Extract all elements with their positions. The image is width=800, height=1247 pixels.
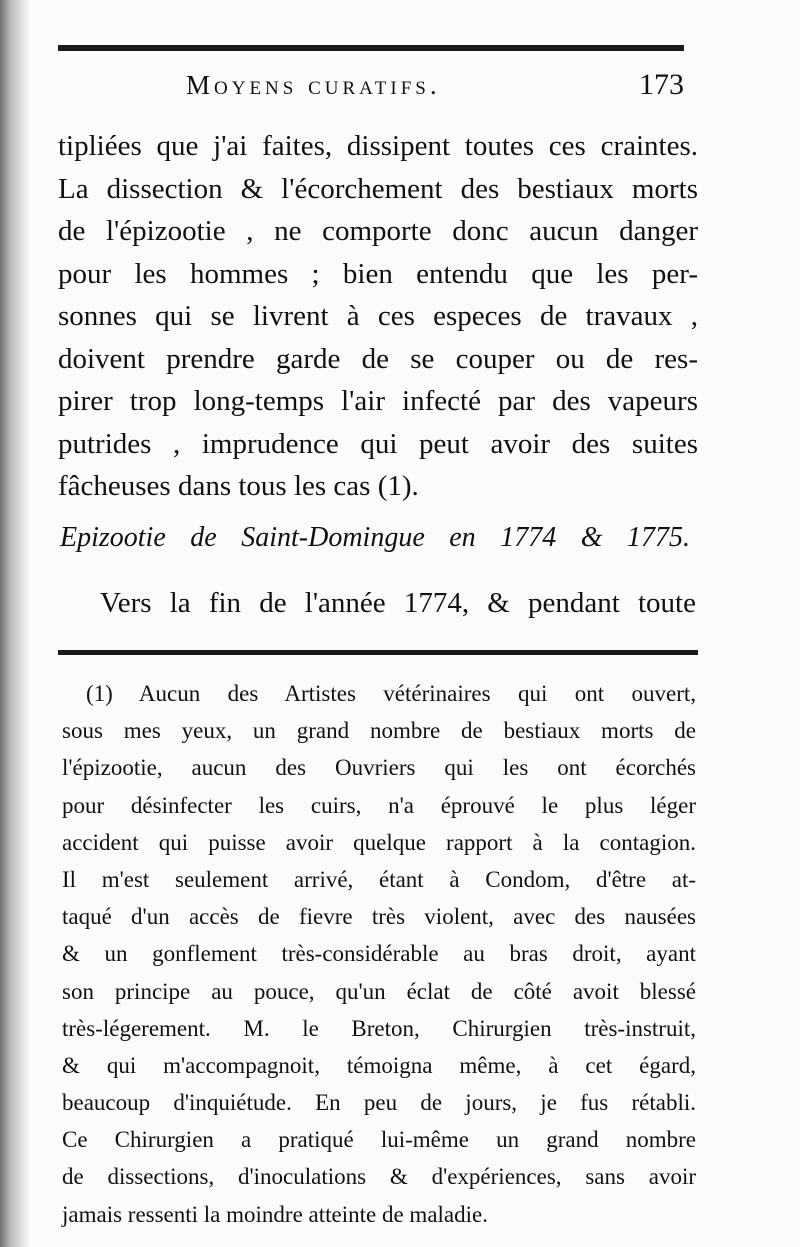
page-edge-shadow — [0, 0, 30, 1247]
footnote-line: l'épizootie, aucun des Ouvriers qui les ont écorchés — [62, 755, 696, 781]
section-heading: Epizootie de Saint-Domingue en 1774 & 1775. — [60, 522, 690, 553]
running-head — [58, 70, 684, 106]
footnote-line: pour désinfecter les cuirs, n'a éprouvé le plus léger — [62, 792, 696, 818]
text-line: tipliées que j'ai faites, dissipent toutes ces craintes. — [58, 130, 698, 162]
section-opening-line: Vers la fin de l'année 1774, & pendant toute — [100, 587, 696, 619]
footnote-rule — [58, 650, 698, 655]
footnote — [62, 675, 696, 1233]
footnote-line: sous mes yeux, un grand nombre de bestiaux morts de — [62, 718, 696, 744]
page-number: 173 — [639, 68, 684, 101]
main-text — [58, 125, 698, 508]
text-line: putrides , imprudence qui peut avoir des suites — [58, 427, 698, 460]
text-line: de l'épizootie , ne comporte donc aucun danger — [58, 215, 698, 247]
footnote-line: & un gonflement très-considérable au bras droit, ayant — [62, 941, 696, 967]
text-line: doivent prendre garde de se couper ou de res- — [58, 342, 698, 375]
footnote-line: Ce Chirurgien a pratiqué lui-même un grand nombre — [62, 1127, 696, 1153]
text-line: sonnes qui se livrent à ces especes de travaux , — [58, 300, 698, 332]
footnote-line: Il m'est seulement arrivé, étant à Condom, d'être at- — [62, 866, 696, 892]
footnote-line: accident qui puisse avoir quelque rapport à la contagion. — [62, 829, 696, 855]
footnote-line: très-légerement. M. le Breton, Chirurgien très-instruit, — [62, 1015, 696, 1041]
text-line: pour les hommes ; bien entendu que les per- — [58, 257, 698, 290]
text-line: La dissection & l'écorchement des bestiaux morts — [58, 172, 698, 205]
footnote-line: taqué d'un accès de fievre très violent, avec des nausées — [62, 904, 696, 930]
footnote-line: de dissections, d'inoculations & d'expériences, sans avoir — [62, 1164, 696, 1190]
footnote-line: jamais ressenti la moindre atteinte de maladie. — [62, 1201, 488, 1227]
footnote-line: beaucoup d'inquiétude. En peu de jours, je fus rétabli. — [62, 1090, 696, 1116]
header-rule — [58, 45, 684, 51]
footnote-line: (1) Aucun des Artistes vétérinaires qui ont ouvert, — [86, 681, 696, 706]
text-line: fâcheuses dans tous les cas (1). — [58, 470, 419, 502]
footnote-line: son principe au pouce, qu'un éclat de côté avoit blessé — [62, 978, 696, 1004]
footnote-line: & qui m'accompagnoit, témoigna même, à cet égard, — [62, 1052, 696, 1078]
text-line: pirer trop long-temps l'air infecté par des vapeurs — [58, 385, 698, 417]
running-title: Moyens curatifs. — [186, 70, 441, 100]
